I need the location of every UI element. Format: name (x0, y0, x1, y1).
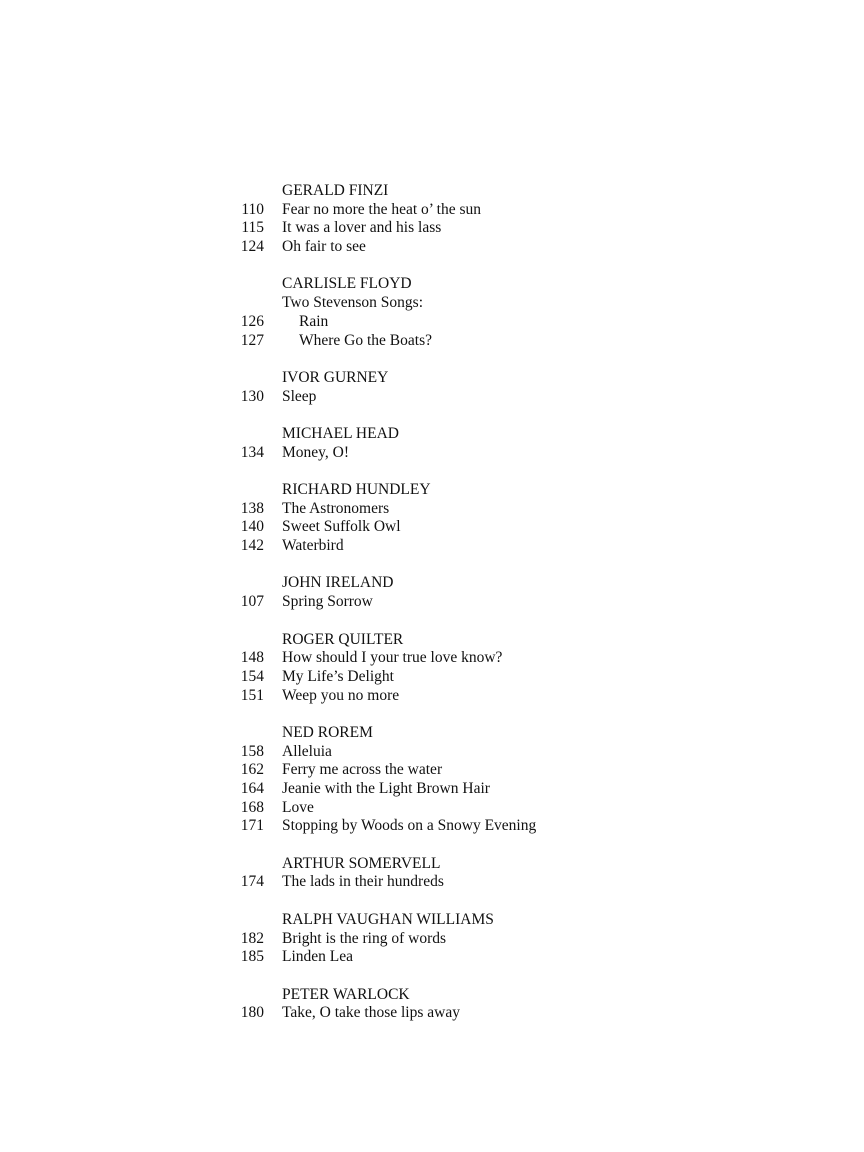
composer-heading-line (0, 631, 864, 650)
toc-entry (0, 799, 864, 818)
song-title: Rain (299, 312, 329, 330)
song-title: Oh fair to see (282, 238, 366, 256)
toc-entry (0, 500, 864, 519)
song-title: Alleluia (282, 742, 332, 760)
toc-entry (0, 930, 864, 949)
composer-name: IVOR GURNEY (282, 368, 389, 386)
song-title: Where Go the Boats? (299, 331, 432, 349)
toc-entry (0, 238, 864, 257)
composer-heading-line (0, 275, 864, 294)
toc-entry (0, 444, 864, 463)
composer-name: GERALD FINZI (282, 182, 389, 199)
page-number: 115 (241, 219, 264, 237)
page-number: 134 (240, 443, 264, 461)
composer-heading-line (0, 182, 864, 201)
composer-heading-line (0, 986, 864, 1005)
page-number: 164 (240, 780, 264, 797)
page-number: 127 (240, 331, 264, 349)
composer-name: ROGER QUILTER (282, 630, 404, 648)
toc-entry (0, 873, 864, 892)
composer-section (0, 724, 864, 836)
composer-section (0, 425, 864, 462)
composer-section (0, 275, 864, 350)
composer-name: JOHN IRELAND (282, 574, 394, 592)
page-number: 168 (240, 798, 264, 816)
song-title: Sweet Suffolk Owl (282, 518, 401, 536)
toc-entry (0, 743, 864, 762)
composer-name: RICHARD HUNDLEY (282, 481, 431, 498)
page-number: 138 (240, 499, 264, 517)
page-number: 182 (240, 929, 264, 947)
page-number: 107 (240, 593, 264, 611)
toc-entry (0, 1004, 864, 1023)
toc-entry (0, 332, 864, 351)
song-title: Take, O take those lips away (282, 1004, 460, 1022)
page-number: 158 (240, 742, 264, 760)
page-number: 162 (240, 761, 264, 779)
composer-name: ARTHUR SOMERVELL (282, 854, 441, 872)
page-number: 185 (240, 948, 264, 966)
page-number: 130 (240, 387, 264, 405)
song-title: Money, O! (282, 443, 350, 461)
toc-entry (0, 593, 864, 612)
composer-name: PETER WARLOCK (282, 985, 410, 1003)
page-number: 151 (240, 686, 264, 704)
song-title: Two Stevenson Songs: (282, 294, 424, 312)
page-number: 148 (240, 649, 264, 667)
page-number: 171 (240, 817, 264, 835)
composer-section (0, 986, 864, 1023)
song-title: How should I your true love know? (282, 649, 503, 667)
composer-name: NED ROREM (282, 723, 373, 741)
toc-entry (0, 761, 864, 780)
toc-entry (0, 201, 864, 220)
song-title: Fear no more the heat o’ the sun (282, 200, 481, 218)
toc-entry (0, 518, 864, 537)
song-title: Sleep (282, 387, 317, 405)
composer-section (0, 855, 864, 892)
toc-entry (0, 219, 864, 238)
song-title: My Life’s Delight (282, 667, 394, 685)
page-number: 142 (240, 537, 264, 555)
composer-name: CARLISLE FLOYD (282, 275, 412, 293)
composer-heading-line (0, 911, 864, 930)
song-title: Jeanie with the Light Brown Hair (282, 780, 490, 797)
page-number: 140 (240, 518, 264, 536)
song-title: Ferry me across the water (282, 761, 443, 779)
composer-name: RALPH VAUGHAN WILLIAMS (282, 910, 494, 928)
composer-section (0, 369, 864, 406)
composer-section (0, 574, 864, 611)
composer-section (0, 481, 864, 556)
song-title: It was a lover and his lass (282, 219, 442, 237)
page-number: 110 (241, 200, 264, 218)
toc-entry (0, 388, 864, 407)
composer-section (0, 911, 864, 967)
toc-entry (0, 313, 864, 332)
song-title: Linden Lea (282, 948, 354, 966)
page-number: 180 (240, 1004, 264, 1022)
composer-heading-line (0, 574, 864, 593)
song-title: The Astronomers (282, 499, 390, 517)
page-number: 126 (240, 312, 264, 330)
song-title: Stopping by Woods on a Snowy Evening (282, 817, 537, 835)
composer-section (0, 631, 864, 706)
song-title: Waterbird (282, 537, 344, 555)
song-title: Bright is the ring of words (282, 929, 447, 947)
page-number: 174 (240, 873, 264, 891)
composer-heading-line (0, 425, 864, 444)
table-of-contents (0, 182, 864, 1042)
toc-entry (0, 537, 864, 556)
composer-heading-line (0, 855, 864, 874)
toc-entry (0, 687, 864, 706)
toc-entry (0, 668, 864, 687)
song-title: The lads in their hundreds (282, 873, 444, 891)
song-title: Love (282, 798, 314, 816)
composer-heading-line (0, 369, 864, 388)
toc-entry (0, 780, 864, 799)
song-title: Weep you no more (282, 686, 400, 704)
page-number: 124 (240, 238, 264, 256)
toc-entry (0, 294, 864, 313)
page-number: 154 (240, 667, 264, 685)
composer-section (0, 182, 864, 257)
toc-entry (0, 817, 864, 836)
composer-name: MICHAEL HEAD (282, 424, 399, 442)
toc-entry (0, 649, 864, 668)
toc-entry (0, 948, 864, 967)
composer-heading-line (0, 481, 864, 500)
composer-heading-line (0, 724, 864, 743)
song-title: Spring Sorrow (282, 593, 373, 611)
